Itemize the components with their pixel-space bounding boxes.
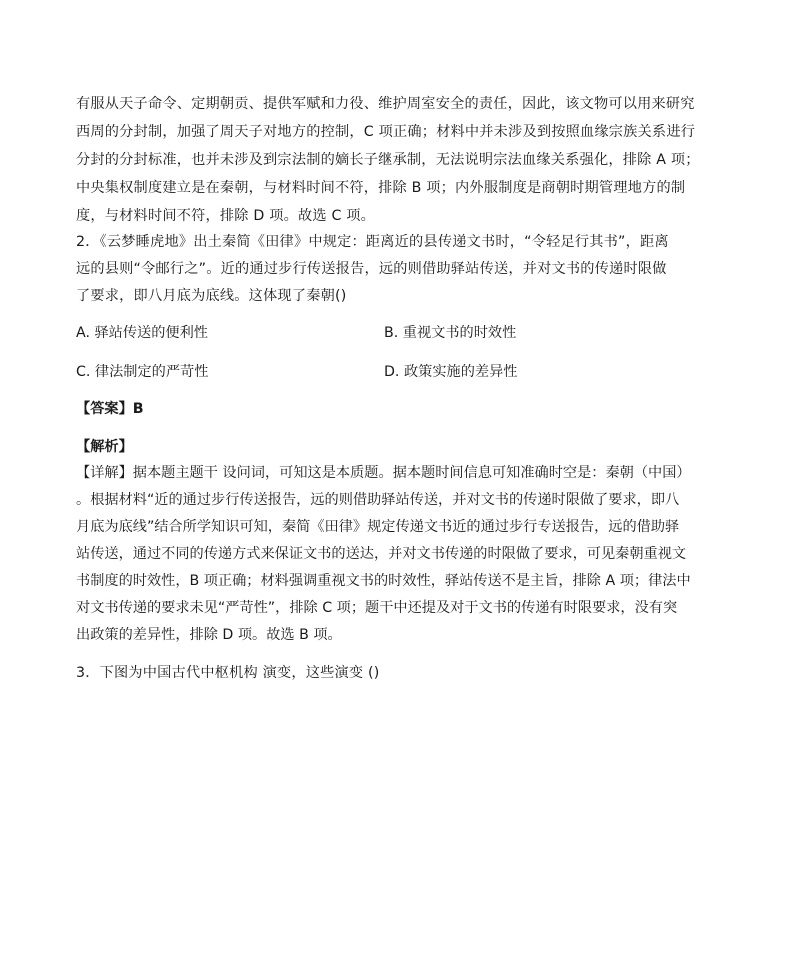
text-line: 度，与材料时间不符，排除 D 项。故选 C 项。 bbox=[76, 208, 376, 224]
analysis-line: 书制度的时效性，B 项正确；材料强调重视文书的时效性，驿站传送不是主旨，排除 A 项；律法中 bbox=[76, 573, 691, 589]
option-a: A. 驿站传送的便利性 bbox=[76, 325, 208, 341]
question-stem-line: 了要求，即八月底为底线。这体现了秦朝() bbox=[76, 288, 347, 304]
option-c: C. 律法制定的严苛性 bbox=[76, 364, 209, 380]
analysis-line: 月底为底线”结合所学知识可知，秦简《田律》规定传递文书近的通过步行专送报告，远的借助驿 bbox=[76, 519, 680, 535]
text-line: 分封的分封标准，也并未涉及到宗法制的嫡长子继承制，无法说明宗法血缘关系强化，排除 A 项； bbox=[76, 152, 700, 168]
text-line: 有服从天子命令、定期朝贡、提供军赋和力役、维护周室安全的责任，因此，该文物可以用来研究 bbox=[76, 96, 695, 112]
question-stem-line: 2．《云梦睡虎地》出土秦简《田律》中规定：距离近的县传递文书时，“令轻足行其书”，距离 bbox=[76, 234, 669, 250]
answer-label: 【答案】B bbox=[76, 401, 144, 417]
question-stem-line: 3．下图为中国古代中枢机构 演变，这些演变 () bbox=[76, 665, 380, 681]
analysis-line: 站传送，通过不同的传递方式来保证文书的送达，并对文书传递的时限做了要求，可见秦朝重视文 bbox=[76, 546, 687, 562]
text-line: 西周的分封制，加强了周天子对地方的控制，C 项正确；材料中并未涉及到按照血缘宗族关系进行 bbox=[76, 124, 696, 140]
option-d: D. 政策实施的差异性 bbox=[384, 364, 518, 380]
question-stem-line: 远的县则“令邮行之”。近的通过步行传送报告，远的则借助驿站传送，并对文书的传递时限做 bbox=[76, 261, 667, 277]
text-line: 中央集权制度建立是在秦朝，与材料时间不符，排除 B 项；内外服制度是商朝时期管理地方的制 bbox=[76, 180, 686, 196]
analysis-line: 出政策的差异性，排除 D 项。故选 B 项。 bbox=[76, 627, 342, 643]
analysis-line: 对文书传递的要求未见“严苛性”，排除 C 项；题干中还提及对于文书的传递有时限要求，没有突 bbox=[76, 600, 678, 616]
analysis-line: 【详解】据本题主题干 设问词，可知这是本质题。据本题时间信息可知准确时空是：秦朝（中国） bbox=[76, 465, 691, 481]
analysis-line: 。根据材料“近的通过步行传送报告，远的则借助驿站传送，并对文书的传递时限做了要求，即八 bbox=[76, 492, 680, 508]
option-b: B. 重视文书的时效性 bbox=[384, 325, 517, 341]
analysis-heading: 【解析】 bbox=[76, 439, 133, 455]
